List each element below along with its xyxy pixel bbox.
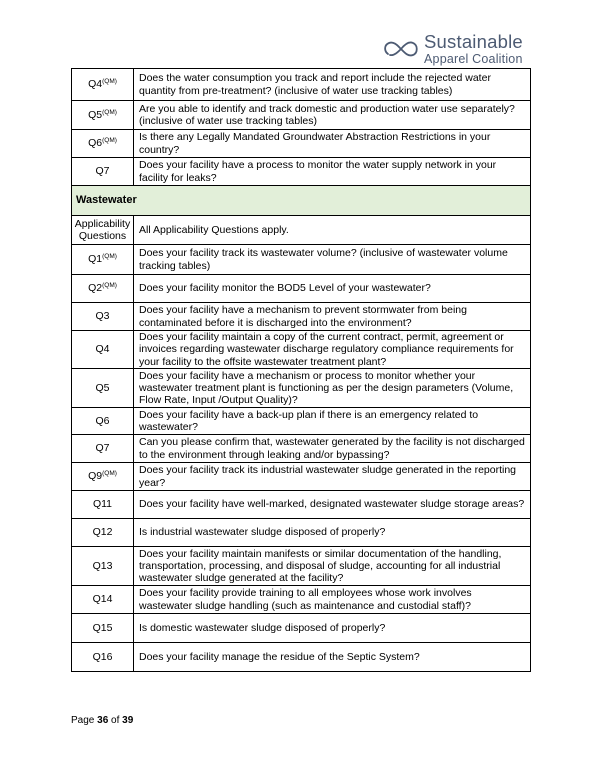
- question-text: Does the water consumption you track and report include the rejected water quantity from pre-treatment? (inclusive of water use tracking tables): [134, 69, 531, 101]
- table-row: [72, 303, 531, 331]
- logo-title: Sustainable: [424, 31, 523, 52]
- question-id: Applicability Questions: [72, 216, 134, 245]
- table-row: [72, 586, 531, 614]
- table-row: [72, 519, 531, 547]
- table-row: [72, 547, 531, 586]
- table-row: [72, 435, 531, 463]
- table-row: [72, 369, 531, 408]
- question-text: Does your facility have a mechanism or process to monitor whether your wastewater treatment plant is functioning as per the design parameters (Volume, Flow Rate, Input /Output Quality)?: [134, 369, 531, 408]
- question-text: Does your facility have well-marked, designated wastewater sludge storage areas?: [134, 491, 531, 519]
- section-title: Wastewater: [72, 186, 531, 216]
- question-id: Q6: [72, 408, 134, 435]
- question-text: Does your facility have a back-up plan if there is an emergency related to wastewater?: [134, 408, 531, 435]
- question-id: Q14: [72, 586, 134, 614]
- table-row: [72, 130, 531, 158]
- question-id: $Q2^{(QM)}$: [72, 275, 134, 303]
- question-id: Q5: [72, 369, 134, 408]
- question-text: Does your facility maintain manifests or similar documentation of the handling, transportation, processing, and disposal of sludge, accounting for all industrial wastewater sludge generated at the facility?: [134, 547, 531, 586]
- question-id: $Q9^{(QM)}$: [72, 463, 134, 491]
- table-row: [72, 491, 531, 519]
- question-id: $Q1^{(QM)}$: [72, 245, 134, 275]
- question-id: $Q5^{(QM)}$: [72, 101, 134, 130]
- page-footer: [71, 715, 133, 726]
- table-row: [72, 69, 531, 101]
- table-row: [72, 101, 531, 130]
- question-id: $Q4^{(QM)}$: [72, 69, 134, 101]
- question-text: Does your facility monitor the BOD5 Level of your wastewater?: [134, 275, 531, 303]
- question-id: Q12: [72, 519, 134, 547]
- table-row: [72, 158, 531, 186]
- question-id: Q7: [72, 435, 134, 463]
- question-text: Is domestic wastewater sludge disposed of properly?: [134, 614, 531, 643]
- page-total: 39: [122, 715, 134, 726]
- question-text: Are you able to identify and track domestic and production water use separately? (inclusive of water use tracking tables): [134, 101, 531, 130]
- section-header: [72, 186, 531, 216]
- question-text: Does your facility have a process to monitor the water supply network in your facility for leaks?: [134, 158, 531, 186]
- table-row: [72, 331, 531, 369]
- logo: [383, 33, 523, 65]
- questions-table: [71, 68, 531, 672]
- question-text: Does your facility track its industrial wastewater sludge generated in the reporting year?: [134, 463, 531, 491]
- of-label: of: [111, 715, 120, 726]
- question-id: Q13: [72, 547, 134, 586]
- logo-subtitle: Apparel Coalition: [424, 51, 523, 66]
- question-id: Q7: [72, 158, 134, 186]
- question-text: Can you please confirm that, wastewater generated by the facility is not discharged to the environment through leaking and/or bypassing?: [134, 435, 531, 463]
- table-row: [72, 216, 531, 245]
- question-text: Does your facility maintain a copy of the current contract, permit, agreement or invoices regarding wastewater discharge regulatory compliance requirements for your facility to the offsite wastewater treatment plant?: [134, 331, 531, 369]
- table-row: [72, 643, 531, 672]
- page-number: 36: [97, 715, 109, 726]
- table-row: [72, 463, 531, 491]
- question-text: Does your facility manage the residue of the Septic System?: [134, 643, 531, 672]
- question-id: Q4: [72, 331, 134, 369]
- table-row: [72, 275, 531, 303]
- infinity-logo-icon: [383, 38, 419, 60]
- question-text: Is industrial wastewater sludge disposed of properly?: [134, 519, 531, 547]
- table-row: [72, 408, 531, 435]
- table-row: [72, 614, 531, 643]
- question-id: Q15: [72, 614, 134, 643]
- question-text: Is there any Legally Mandated Groundwater Abstraction Restrictions in your country?: [134, 130, 531, 158]
- question-text: Does your facility provide training to all employees whose work involves wastewater sludge handling (such as maintenance and custodial staff)?: [134, 586, 531, 614]
- page-label: Page: [71, 715, 95, 726]
- question-id: $Q6^{(QM)}$: [72, 130, 134, 158]
- question-id: Q3: [72, 303, 134, 331]
- question-text: All Applicability Questions apply.: [134, 216, 531, 245]
- question-text: Does your facility track its wastewater volume? (inclusive of wastewater volume tracking tables): [134, 245, 531, 275]
- question-id: Q16: [72, 643, 134, 672]
- question-text: Does your facility have a mechanism to prevent stormwater from being contaminated before it is discharged into the environment?: [134, 303, 531, 331]
- table-row: [72, 245, 531, 275]
- question-id: Q11: [72, 491, 134, 519]
